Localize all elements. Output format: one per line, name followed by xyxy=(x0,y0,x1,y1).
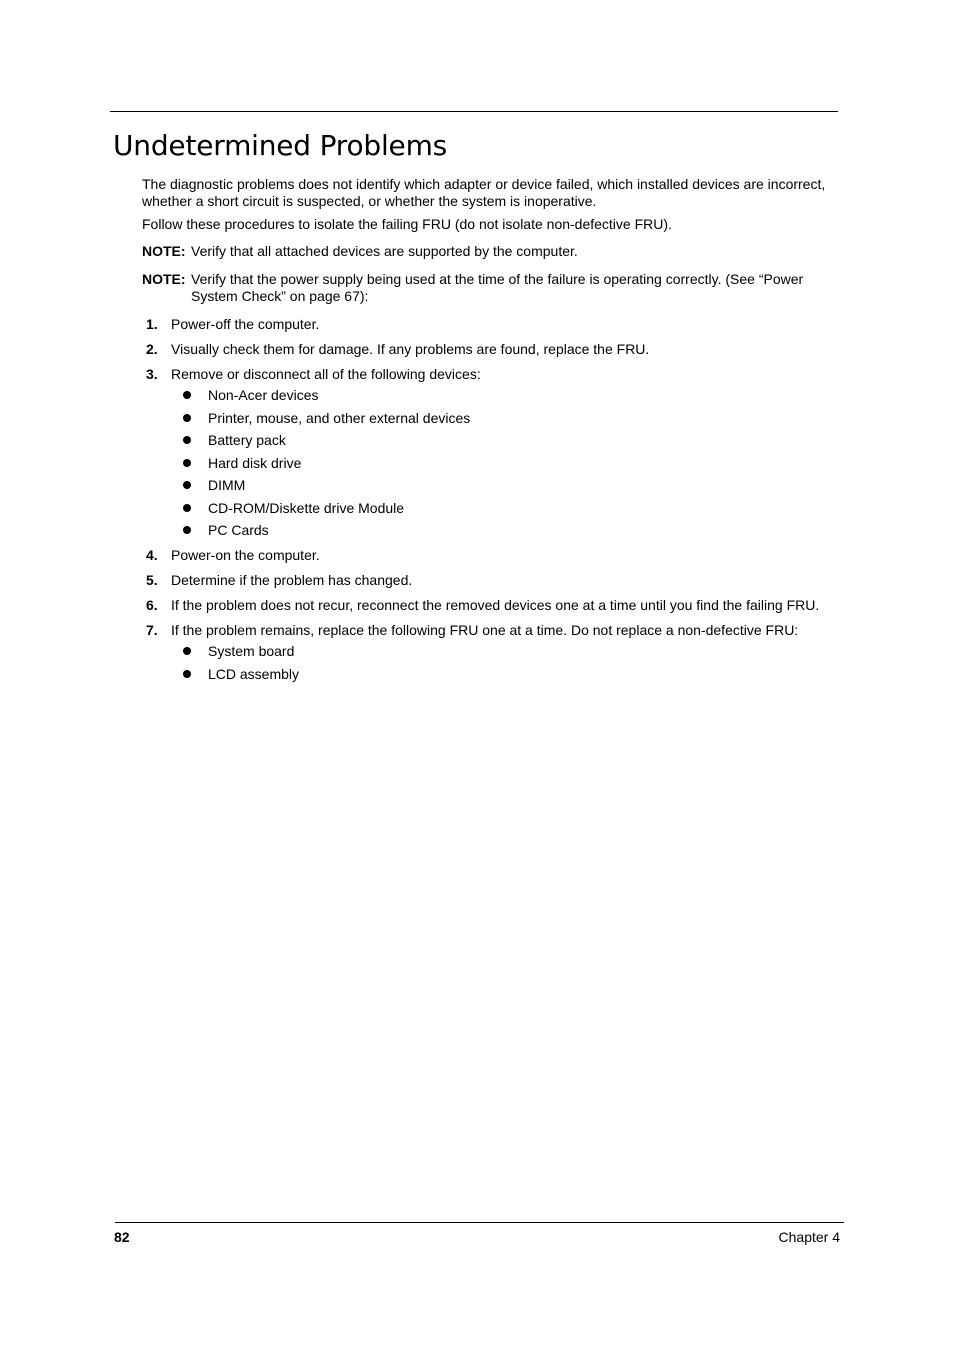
note-label: NOTE: xyxy=(142,243,186,259)
list-item xyxy=(171,455,842,472)
list-item xyxy=(171,500,842,517)
page-title: Undetermined Problems xyxy=(113,129,448,162)
bullet-icon xyxy=(183,414,191,422)
list-item-text: DIMM xyxy=(208,477,246,493)
step-text: Power-on the computer. xyxy=(171,547,320,563)
intro-paragraph: The diagnostic problems does not identify which adapter or device failed, which installed devices are incorrect, whether a short circuit is suspected, or whether the system is inoperative. xyxy=(142,176,826,209)
procedure-steps xyxy=(142,316,842,683)
note-power-supply xyxy=(142,271,842,305)
list-item-text: PC Cards xyxy=(208,522,269,538)
step-text: If the problem remains, replace the following FRU one at a time. Do not replace a non-defective FRU: xyxy=(171,622,799,638)
step-text: Remove or disconnect all of the following devices: xyxy=(171,366,481,382)
step-text: Visually check them for damage. If any problems are found, replace the FRU. xyxy=(171,341,650,357)
step-text: Determine if the problem has changed. xyxy=(171,572,413,588)
bullet-icon xyxy=(183,481,191,489)
list-item xyxy=(171,387,842,404)
bullet-icon xyxy=(183,459,191,467)
step-item xyxy=(142,316,842,333)
header-rule xyxy=(110,111,838,112)
step-number: 4. xyxy=(146,547,158,563)
bullet-icon xyxy=(183,526,191,534)
note-label: NOTE: xyxy=(142,271,186,287)
step-number: 5. xyxy=(146,572,158,588)
list-item-text: Battery pack xyxy=(208,432,286,448)
list-item xyxy=(171,477,842,494)
step-item xyxy=(142,366,842,539)
bullet-icon xyxy=(183,504,191,512)
step-number: 1. xyxy=(146,316,158,332)
list-item-text: CD-ROM/Diskette drive Module xyxy=(208,499,405,516)
list-item xyxy=(171,410,842,427)
bullet-icon xyxy=(183,391,191,399)
fru-list xyxy=(171,643,842,683)
list-item xyxy=(171,522,842,539)
step-text: Power-off the computer. xyxy=(171,316,320,332)
devices-list xyxy=(171,387,842,539)
list-item-text: Hard disk drive xyxy=(208,454,302,471)
bullet-icon xyxy=(183,436,191,444)
list-item xyxy=(171,643,842,660)
step-number: 3. xyxy=(146,366,158,382)
page-number: 82 xyxy=(114,1229,130,1245)
step-item xyxy=(142,572,842,589)
step-number: 7. xyxy=(146,622,158,638)
page-content xyxy=(142,176,842,691)
footer-rule xyxy=(115,1222,844,1223)
list-item-text: System board xyxy=(208,643,295,659)
step-item xyxy=(142,341,842,358)
step-number: 2. xyxy=(146,341,158,357)
step-item xyxy=(142,547,842,564)
step-text: If the problem does not recur, reconnect the removed devices one at a time until you find the failing FRU. xyxy=(171,597,820,613)
note-text: Verify that all attached devices are supported by the computer. xyxy=(191,243,578,259)
list-item-text: Non-Acer devices xyxy=(208,387,319,403)
chapter-label: Chapter 4 xyxy=(778,1229,840,1245)
procedure-intro: Follow these procedures to isolate the failing FRU (do not isolate non-defective FRU). xyxy=(142,216,672,232)
list-item xyxy=(171,666,842,683)
note-text: Verify that the power supply being used at the time of the failure is operating correctly. (See “Power System Check” on page 67): xyxy=(191,271,804,304)
bullet-icon xyxy=(183,647,191,655)
step-item xyxy=(142,622,842,683)
list-item-text: LCD assembly xyxy=(208,665,300,682)
step-item xyxy=(142,597,842,614)
step-number: 6. xyxy=(146,597,158,613)
list-item-text: Printer, mouse, and other external devices xyxy=(208,409,471,426)
bullet-icon xyxy=(183,670,191,678)
note-devices-supported xyxy=(142,243,842,260)
list-item xyxy=(171,432,842,449)
